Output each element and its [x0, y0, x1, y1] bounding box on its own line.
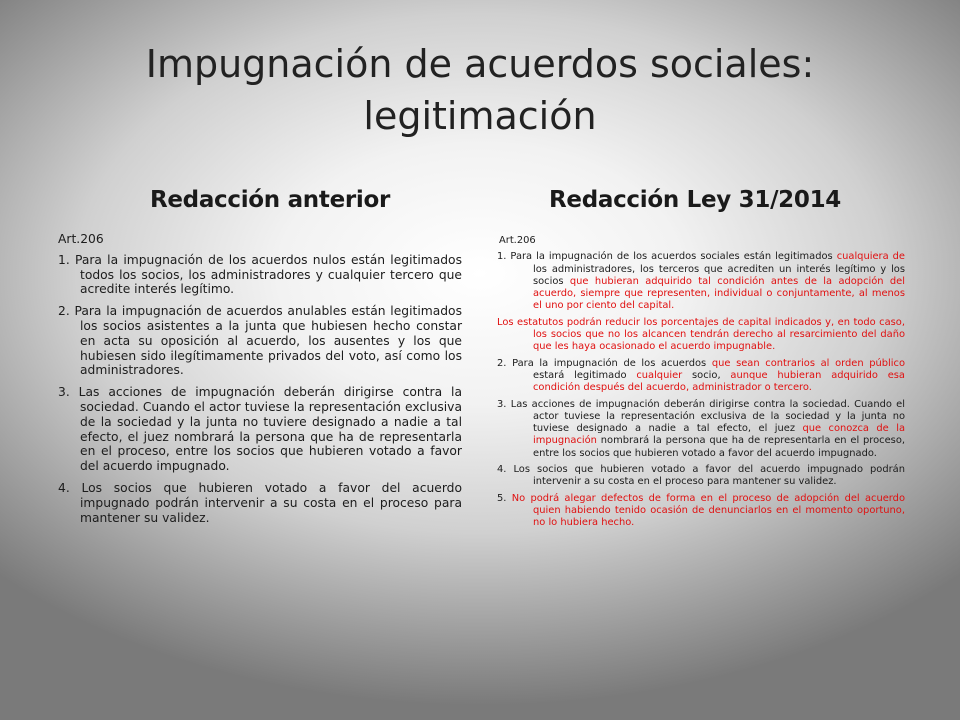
right-paragraph-1-addition: Los estatutos podrán reducir los porcentajes de capital indicados y, en todo caso, los socios que no los alcancen tendrán derecho al resarcimiento del daño que les haya ocasionado el acuerdo impugnable. [497, 316, 905, 353]
text: socio, [682, 369, 731, 381]
text: nombrará la persona que ha de representarla en el proceso, entre los socios que hubieren votado a favor del acuerdo impugnado. [533, 435, 905, 459]
text: los administradores, los terceros que acrediten un interés legítimo y los socios [533, 263, 905, 287]
left-article-label: Art.206 [58, 232, 104, 246]
right-paragraph-5 [497, 493, 905, 530]
highlighted-text: que conozca de la impugnación [533, 423, 905, 447]
slide-title [40, 38, 920, 142]
slide-title-line-2: legitimación [363, 94, 597, 138]
left-column-heading: Redacción anterior [149, 187, 391, 213]
highlighted-text: No podrá alegar defectos de forma en el proceso de adopción del acuerdo quien habiendo tenido ocasión de denunciarlos en el momento oportuno, no lo hubiera hecho. [511, 492, 905, 529]
text: 5. [497, 492, 512, 504]
highlighted-text: que sean contrarios al orden público [711, 357, 906, 369]
left-paragraph-3: 3. Las acciones de impugnación deberán dirigirse contra la sociedad. Cuando el actor tuviese la representación exclusiva de la sociedad y la junta no tuviere designado a nadie a tal efecto, el juez nombrará la persona que ha de representarla en el proceso, entre los socios que hubieren votado a favor del acuerdo impugnado. [58, 385, 462, 474]
right-column-heading: Redacción Ley 31/2014 [548, 187, 841, 213]
left-column [58, 232, 462, 532]
left-paragraph-2: 2. Para la impugnación de acuerdos anulables están legitimados los socios asistentes a la junta que hubiesen hecho constar en acta su oposición al acuerdo, los ausentes y los que hubiesen sido ilegítimamente privados del voto, así como los administradores. [58, 304, 462, 378]
right-paragraph-1 [497, 251, 905, 312]
right-article-label: Art.206 [499, 235, 536, 246]
right-paragraph-2 [497, 358, 905, 395]
right-paragraph-3 [497, 399, 905, 460]
text: 1. Para la impugnación de los acuerdos sociales están legitimados [497, 251, 837, 263]
left-paragraph-4: 4. Los socios que hubieren votado a favor del acuerdo impugnado podrán intervenir a su costa en el proceso para mantener su validez. [58, 480, 462, 525]
text: 3. Las acciones de impugnación deberán dirigirse contra la sociedad. Cuando el actor tuviese la representación exclusiva de la sociedad y la junta no tuviese designado a nadie a tal efecto, el juez [497, 398, 905, 435]
right-column [497, 235, 905, 534]
right-paragraph-4: 4. Los socios que hubieren votado a favor del acuerdo impugnado podrán intervenir a su costa en el proceso para mantener su validez. [497, 464, 905, 488]
left-paragraph-1: 1. Para la impugnación de los acuerdos nulos están legitimados todos los socios, los administradores y cualquier tercero que acredite interés legítimo. [58, 252, 462, 297]
highlighted-text: que hubieran adquirido tal condición antes de la adopción del acuerdo, siempre que representen, individual o conjuntamente, al menos el uno por ciento del capital. [533, 275, 905, 312]
highlighted-text: cualquier [636, 369, 683, 381]
slide-title-line-1: Impugnación de acuerdos sociales: [145, 42, 815, 86]
text: estará legitimado [533, 369, 637, 381]
highlighted-text: aunque hubieran adquirido esa condición después del acuerdo, administrador o tercero. [533, 369, 905, 394]
text: 2. Para la impugnación de los acuerdos [497, 357, 712, 369]
highlighted-text: cualquiera de [836, 251, 905, 263]
